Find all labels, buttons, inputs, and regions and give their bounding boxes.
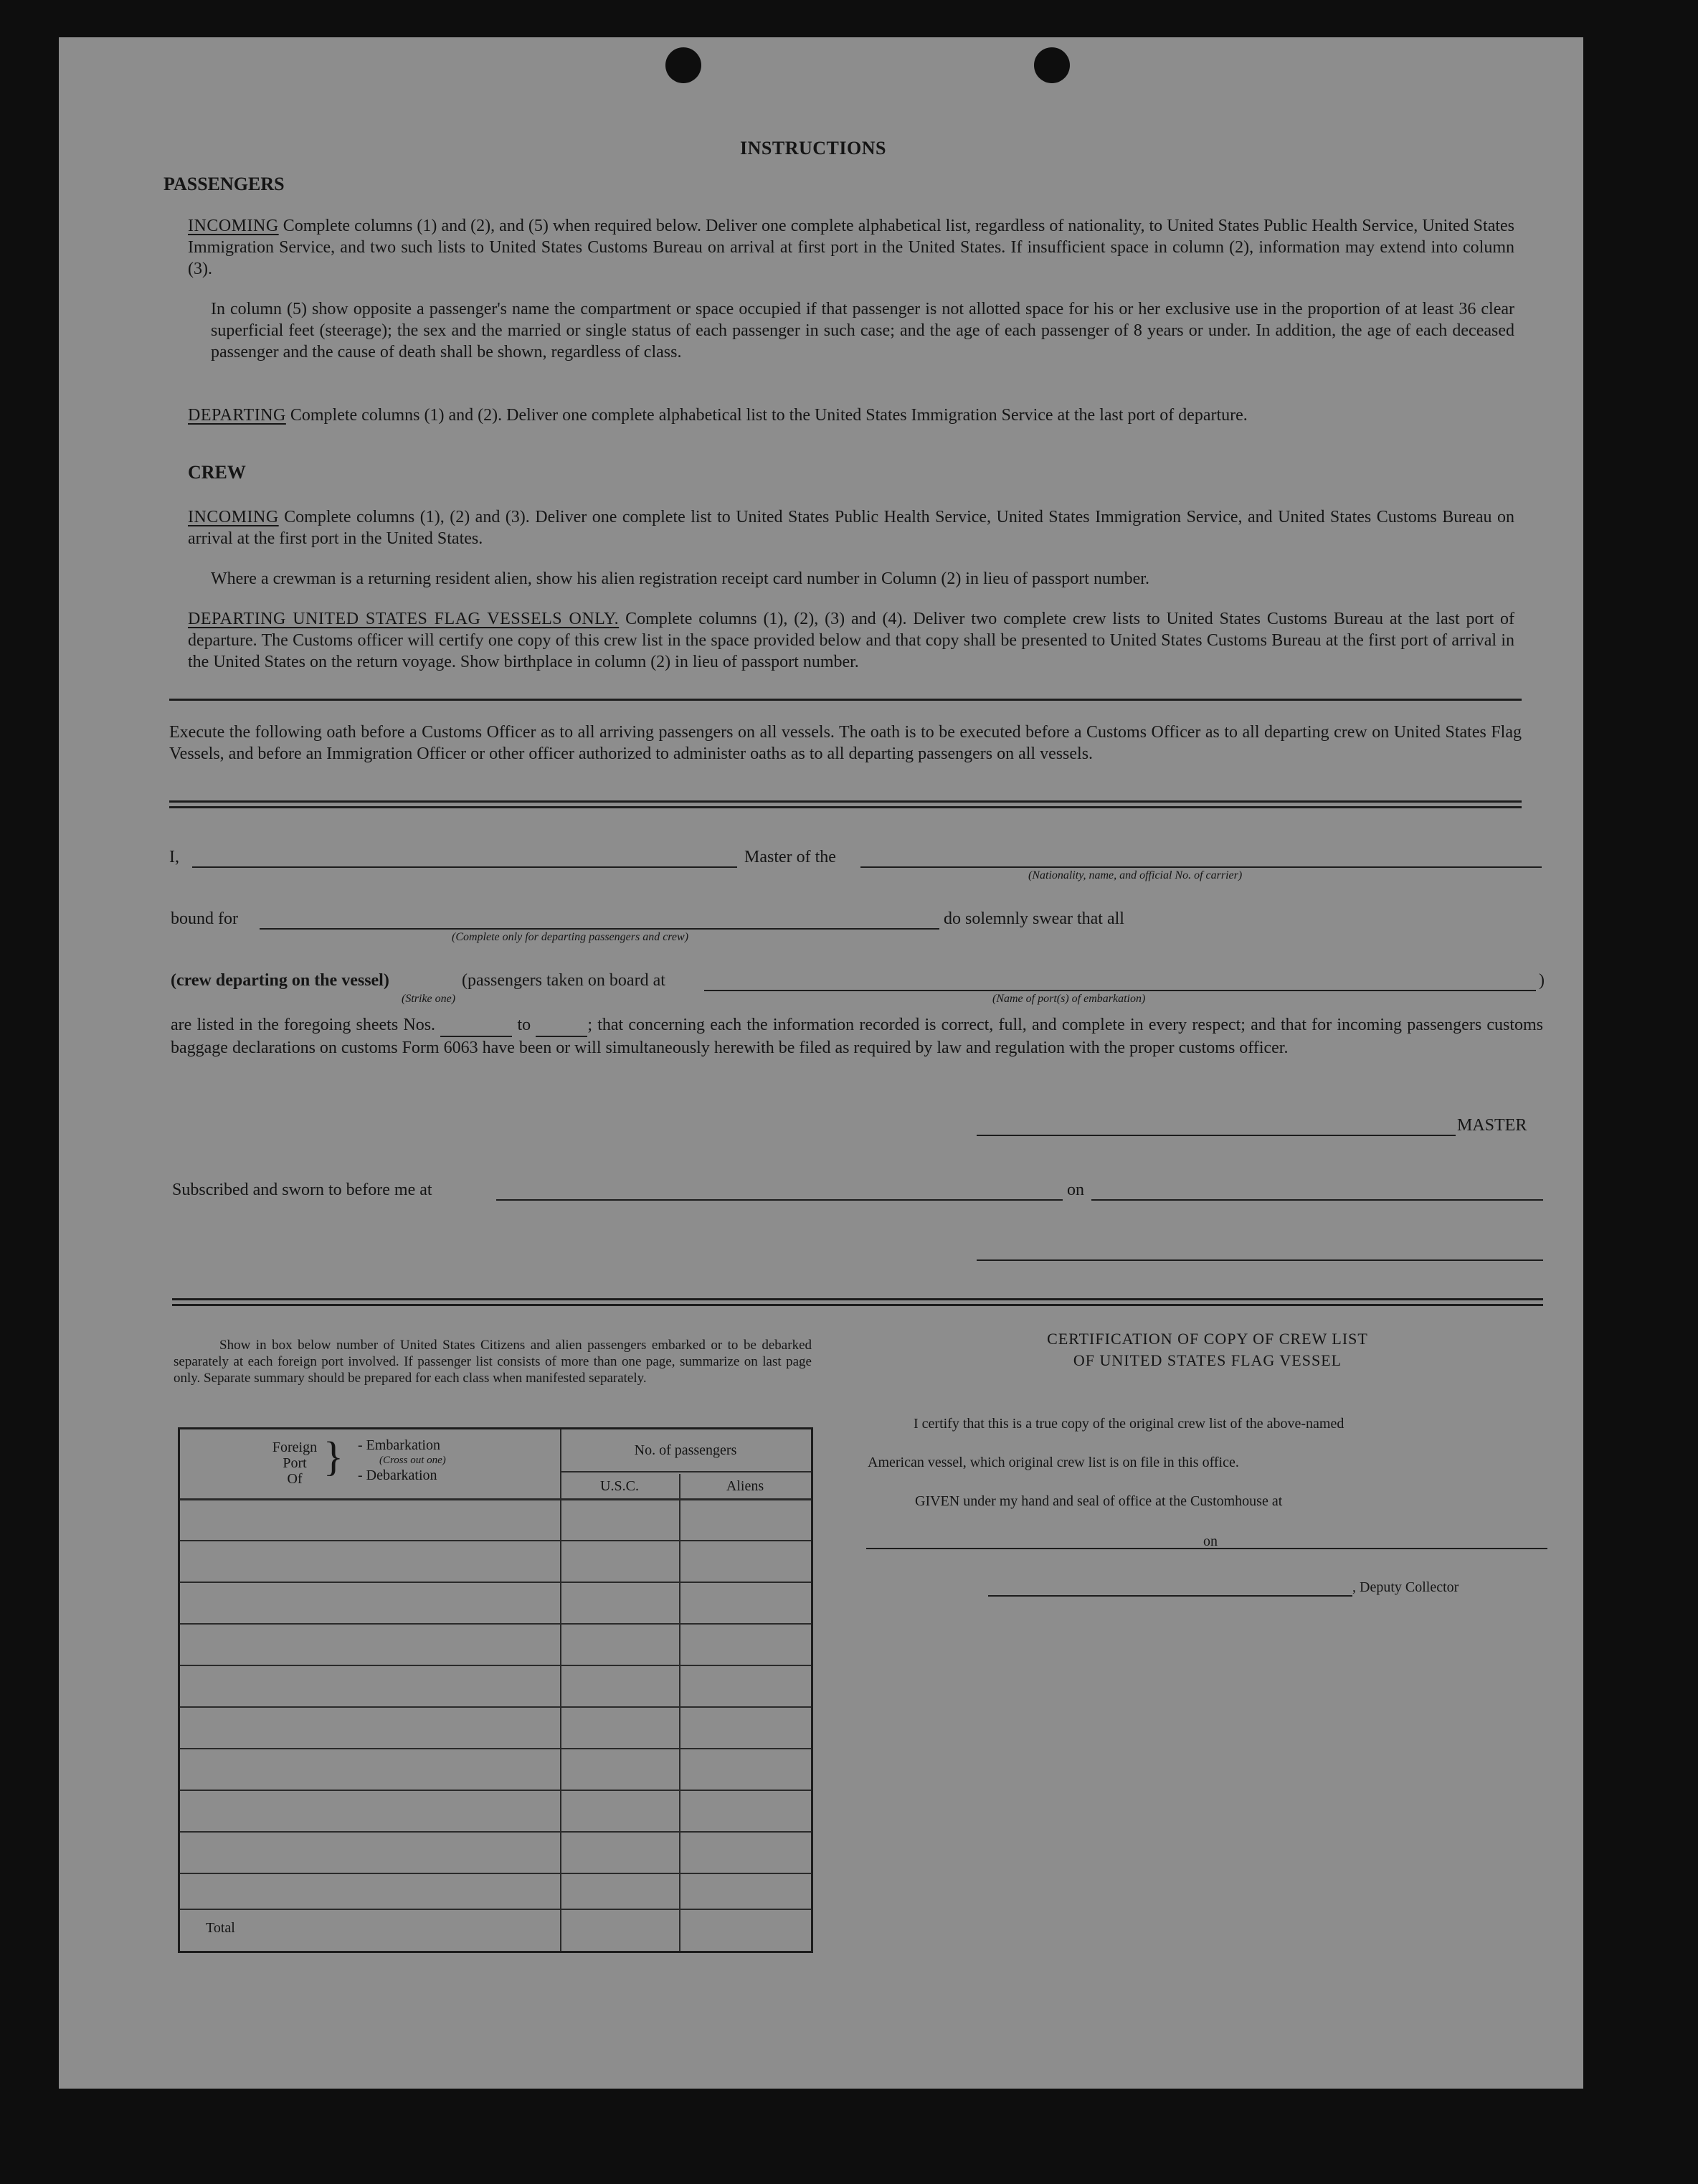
foreign-label: Foreign: [272, 1440, 318, 1455]
table-row: [180, 1540, 811, 1541]
passengers-incoming-block: [188, 215, 1514, 280]
certification-title: [978, 1328, 1437, 1371]
foreign-port-header: [266, 1440, 323, 1487]
strike-one-caption: (Strike one): [402, 993, 456, 1005]
divider: [172, 1304, 1543, 1306]
master-signature-field[interactable]: [977, 1135, 1456, 1136]
listed-paragraph: [171, 1014, 1543, 1059]
i-label: I,: [169, 848, 179, 866]
crew-incoming-text: Complete columns (1), (2) and (3). Deliver one complete list to United States Public Health Service, United States Immigration Service, and United States Customs Bureau on arrival at the first port in the United States.: [188, 508, 1515, 548]
table-row: [180, 1790, 811, 1791]
passengers-departing-label: DEPARTING: [188, 406, 286, 425]
sheet-to-field[interactable]: [536, 1014, 587, 1037]
crew-incoming-label: INCOMING: [188, 508, 279, 526]
customhouse-field[interactable]: [866, 1548, 1258, 1549]
table-row: [180, 1909, 811, 1910]
to-label: to: [517, 1016, 531, 1034]
crew-departing-label: DEPARTING UNITED STATES FLAG VESSELS ONLY.: [188, 610, 620, 628]
sworn-date-field[interactable]: [1091, 1199, 1543, 1201]
no-passengers-header: No. of passengers: [634, 1442, 737, 1458]
crew-title: CREW: [188, 462, 246, 483]
certification-date-field[interactable]: [1226, 1548, 1547, 1549]
listed-rest: ; that concerning each the information recorded is correct, full, and complete in every respect; and that for incoming passengers customs baggage declarations on customs Form 6063 have been or will simultaneously herewith be filed as required by law and regulation with the proper customs officer.: [171, 1016, 1544, 1057]
sworn-on-label: on: [1067, 1181, 1084, 1199]
sheet-from-field[interactable]: [440, 1014, 512, 1037]
crew-incoming-block: [188, 506, 1514, 549]
passengers-departing-text: Complete columns (1) and (2). Deliver one complete alphabetical list to the United States Immigration Service at the last port of departure.: [290, 406, 1248, 425]
table-divider: [679, 1474, 680, 1951]
embark-options: [358, 1438, 446, 1483]
subscribed-label: Subscribed and sworn to before me at: [172, 1181, 432, 1199]
table-row: [180, 1873, 811, 1874]
master-label: MASTER: [1457, 1116, 1527, 1135]
oath-intro: Execute the following oath before a Customs Officer as to all arriving passengers on all vessels. The oath is to be executed before a Customs Officer as to all departing crew on United States Flag Vessels, and before an Immigration Officer or other officer authorized to administer oaths as to all departing passengers on all vessels.: [169, 723, 1522, 763]
bound-for-caption: (Complete only for departing passengers and crew): [452, 931, 689, 943]
table-row: [180, 1582, 811, 1583]
given-text: GIVEN under my hand and seal of office at the Customhouse at: [915, 1493, 1283, 1509]
swear-text: do solemnly swear that all: [944, 909, 1124, 928]
crew-departing-option: (crew departing on the vessel): [171, 971, 389, 990]
passengers-column5-text: In column (5) show opposite a passenger's name the compartment or space occupied if that passenger is not allotted space for his or her exclusive use in the proportion of at least 36 clear superficial feet (steerage); the sex and the married or single status of each passenger in such case; and the age of each passenger of 8 years or under. In addition, the age of each deceased passenger and the cause of death shall be shown, regardless of class.: [211, 300, 1514, 361]
table-row: [180, 1706, 811, 1708]
certification-title-line2: OF UNITED STATES FLAG VESSEL: [1073, 1351, 1342, 1369]
divider: [169, 800, 1522, 803]
usc-header: U.S.C.: [600, 1478, 639, 1494]
carrier-caption: (Nationality, name, and official No. of carrier): [1028, 869, 1243, 881]
close-paren: ): [1539, 971, 1545, 990]
passengers-taken-label: (passengers taken on board at: [462, 971, 665, 990]
punch-hole: [665, 47, 701, 83]
certification-title-line1: CERTIFICATION OF COPY OF CREW LIST: [1047, 1330, 1368, 1348]
passengers-incoming-label: INCOMING: [188, 217, 279, 235]
table-row: [180, 1623, 811, 1625]
punch-hole: [1034, 47, 1070, 83]
total-label: Total: [206, 1920, 235, 1936]
summary-instructions: Show in box below number of United States Citizens and alien passengers embarked or to be debarked separately at each foreign port involved. If passenger list consists of more than one page, summarize on last page only. Separate summary should be prepared for each class when manifested separately.: [174, 1338, 812, 1386]
table-row: [180, 1831, 811, 1833]
passenger-summary-table: [178, 1427, 813, 1953]
form-page: [59, 37, 1583, 2089]
certification-on-label: on: [1203, 1533, 1218, 1549]
embarkation-label: - Embarkation: [358, 1437, 440, 1453]
certify-line2: American vessel, which original crew list is on file in this office.: [868, 1455, 1239, 1470]
bound-for-field[interactable]: [260, 928, 939, 930]
cross-out-caption: (Cross out one): [379, 1455, 446, 1466]
passengers-departing-block: [188, 405, 1514, 426]
of-label: Of: [287, 1471, 303, 1487]
bound-for-label: bound for: [171, 909, 238, 928]
crew-resident-text: Where a crewman is a returning resident alien, show his alien registration receipt card number in Column (2) in lieu of passport number.: [211, 569, 1149, 588]
table-header-divider: [180, 1498, 811, 1500]
table-divider: [560, 1471, 811, 1472]
port-label: Port: [283, 1455, 307, 1471]
port-caption: (Name of port(s) of embarkation): [992, 993, 1146, 1005]
crew-departing-text: Complete columns (1), (2), (3) and (4). Deliver two complete crew lists to United States Customs Bureau at the last port of departure. The Customs officer will certify one copy of this crew list in the space provided below and that copy shall be presented to United States Customs Bureau at the first port of arrival in the United States on the return voyage. Show birthplace in column (2) in lieu of passport number.: [188, 610, 1515, 671]
brace-icon: }: [323, 1433, 343, 1480]
divider: [169, 699, 1522, 701]
crew-departing-block: [188, 608, 1514, 673]
deputy-collector-signature-field[interactable]: [988, 1595, 1352, 1597]
table-row: [180, 1665, 811, 1666]
passengers-title: PASSENGERS: [163, 174, 285, 194]
embarkation-port-field[interactable]: [704, 990, 1536, 991]
aliens-header: Aliens: [726, 1478, 764, 1494]
carrier-field[interactable]: [860, 866, 1542, 868]
divider: [172, 1298, 1543, 1300]
debarkation-label: - Debarkation: [358, 1467, 437, 1483]
master-of-label: Master of the: [744, 848, 836, 866]
sworn-place-field[interactable]: [496, 1199, 1063, 1201]
listed-text: are listed in the foregoing sheets Nos.: [171, 1016, 436, 1034]
divider: [169, 806, 1522, 808]
master-name-field[interactable]: [192, 866, 737, 868]
deputy-collector-label: , Deputy Collector: [1352, 1579, 1459, 1595]
officer-signature-field[interactable]: [977, 1259, 1543, 1261]
passengers-incoming-text: Complete columns (1) and (2), and (5) when required below. Deliver one complete alphabetical list, regardless of nationality, to United States Public Health Service, United States Immigration Service, and two such lists to United States Customs Bureau on arrival at first port in the United States. If insufficient space in column (2), information may extend into column (3).: [188, 217, 1515, 278]
instructions-heading: INSTRUCTIONS: [740, 138, 886, 159]
table-row: [180, 1748, 811, 1749]
certify-line1: I certify that this is a true copy of the original crew list of the above-named: [914, 1416, 1344, 1432]
